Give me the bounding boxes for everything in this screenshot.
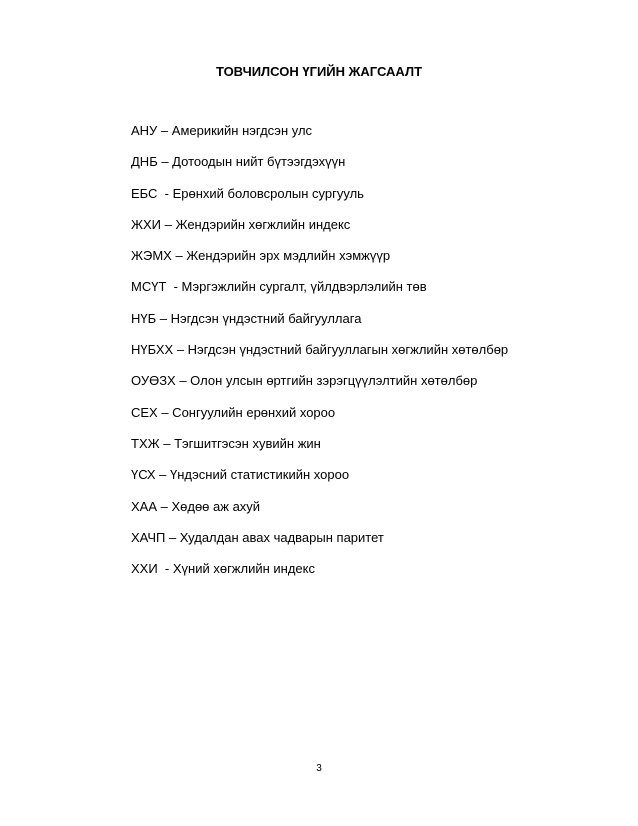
abbreviation-entry: ХАЧП – Худалдан авах чадварын паритет xyxy=(131,529,384,545)
abbreviation-entry: НҮБ – Нэгдсэн үндэстний байгууллага xyxy=(131,310,362,326)
abbreviation-entry: АНУ – Америкийн нэгдсэн улс xyxy=(131,123,313,138)
page-title: ТОВЧИЛСОН ҮГИЙН ЖАГСААЛТ xyxy=(215,64,423,79)
abbreviation-entry: СЕХ – Сонгуулийн ерөнхий хороо xyxy=(131,404,336,420)
abbreviation-entry: ЕБС - Ерөнхий боловсролын сургууль xyxy=(131,185,364,201)
page-number: 3 xyxy=(316,763,322,774)
abbreviation-list xyxy=(131,122,508,591)
abbreviation-entry: ДНБ – Дотоодын нийт бүтээгдэхүүн xyxy=(131,154,346,170)
abbreviation-entry: ЖЭМХ – Жендэрийн эрх мэдлийн хэмжүүр xyxy=(131,248,391,264)
abbreviation-entry: ХАА – Хөдөө аж ахуй xyxy=(131,498,261,514)
abbreviation-entry: ОУӨЗХ – Олон улсын өртгийн зэрэгцүүлэлтийн хөтөлбөр xyxy=(131,373,478,389)
abbreviation-entry: НҮБХХ – Нэгдсэн үндэстний байгууллагын хөгжлийн хөтөлбөр xyxy=(131,342,509,358)
abbreviation-entry: ТХЖ – Тэгшитгэсэн хувийн жин xyxy=(131,435,321,451)
abbreviation-entry: ЖХИ – Жендэрийн хөгжлийн индекс xyxy=(131,216,351,232)
abbreviation-entry: ҮСХ – Үндэсний статистикийн хороо xyxy=(131,467,350,483)
abbreviation-entry: МСҮТ - Мэргэжлийн сургалт, үйлдвэрлэлийн төв xyxy=(131,279,427,295)
abbreviation-entry: ХХИ - Хүний хөгжлийн индекс xyxy=(131,561,315,577)
